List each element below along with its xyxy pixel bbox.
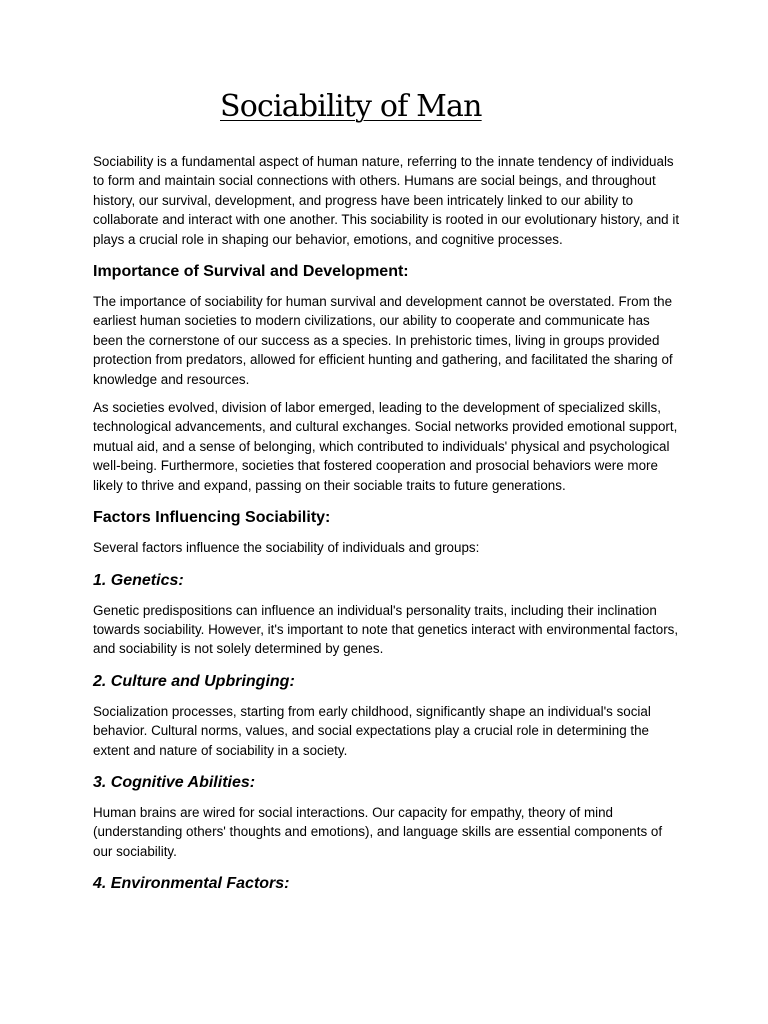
section-heading-survival: Importance of Survival and Development: (93, 263, 409, 281)
factors-intro-paragraph: Several factors influence the sociability of individuals and groups: (93, 540, 480, 556)
intro-paragraph: Sociability is a fundamental aspect of human nature, referring to the innate tendency of individuals to form and maintain social connections with others. Humans are social beings, and throughout history, our survival, development, and progress have been intricately linked to our ability to collaborate and interact with one another. This sociability is rooted in our evolutionary history, and it plays a crucial role in shaping our behavior, emotions, and cognitive processes. (93, 154, 680, 247)
factor-heading-genetics: 1. Genetics: (93, 571, 184, 589)
document-title: Sociability of Man (220, 89, 482, 124)
section-heading-factors: Factors Influencing Sociability: (93, 509, 331, 527)
document-body (93, 152, 683, 904)
survival-paragraph-2: As societies evolved, division of labor emerged, leading to the development of specialized skills, technological advancements, and cultural exchanges. Social networks provided emotional support, mutual aid, and a sense of belonging, which contributed to individuals' physical and psychological well-being. Furthermore, societies that fostered cooperation and prosocial behaviors were more likely to thrive and expand, passing on their sociable traits to future generations. (93, 400, 678, 493)
factor-heading-cognitive: 3. Cognitive Abilities: (93, 773, 256, 791)
factor-heading-culture: 2. Culture and Upbringing: (93, 672, 295, 690)
factor-text-culture: Socialization processes, starting from early childhood, significantly shape an individual's social behavior. Cultural norms, values, and social expectations play a crucial role in determining the extent and nature of sociability in a society. (93, 703, 651, 758)
survival-paragraph-1: The importance of sociability for human survival and development cannot be overstated. From the earliest human societies to modern civilizations, our ability to cooperate and communicate has been the cornerstone of our success as a species. In prehistoric times, living in groups provided protection from predators, allowed for efficient hunting and gathering, and facilitated the sharing of knowledge and resources. (93, 294, 673, 387)
factor-text-cognitive: Human brains are wired for social interactions. Our capacity for empathy, theory of mind (understanding others' thoughts and emotions), and language skills are essential components of our sociability. (93, 804, 663, 859)
factor-text-genetics: Genetic predispositions can influence an individual's personality traits, including their inclination towards sociability. However, it's important to note that genetics interact with environmental factors, and sociability is not solely determined by genes. (93, 602, 679, 657)
factor-heading-environmental: 4. Environmental Factors: (93, 875, 290, 893)
